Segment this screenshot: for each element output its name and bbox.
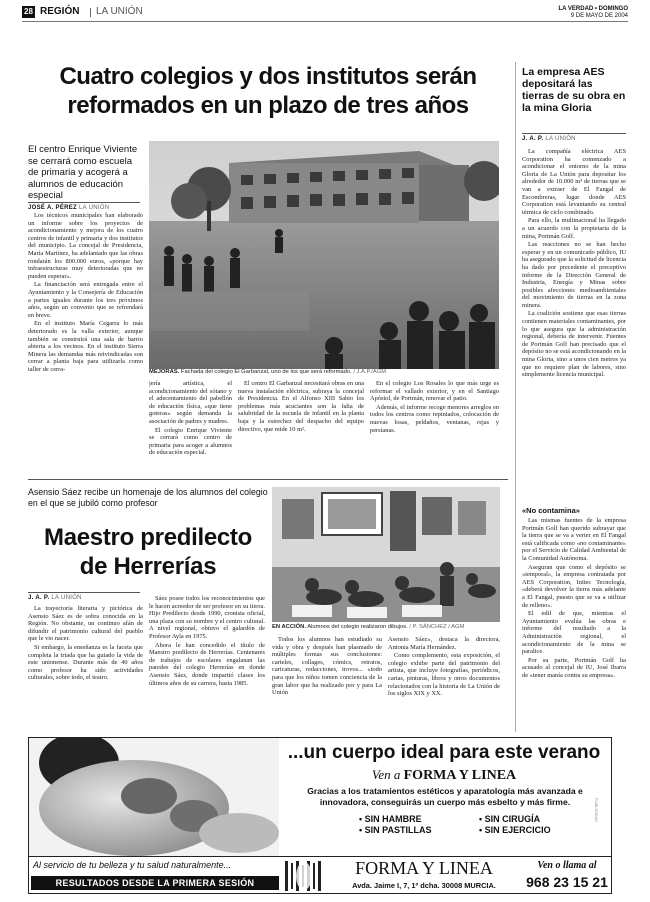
second-col3-paragraph: Todos los alumnos han estudiado su vida y obra y después han plasmado de múltiples formas sus conclusiones: carteles, collages, cómics, retratos, caricaturas, redacciones, trovos... «todo para que los niños tomen conciencia de la gran labor que ha realizado por y para La Unión <box>272 636 382 697</box>
second-byline-place: LA UNIÓN <box>51 595 82 601</box>
sidebar-byline-name: J. A. P. <box>522 136 544 142</box>
main-subhead: El centro Enrique Viviente se cerrará como escuela de primaria y acogerá a alumnos de educación especial <box>28 144 138 201</box>
sidebar-subheading: «No contamina» <box>522 506 580 515</box>
ad-bullet-no-surgery: • SIN CIRUGÍA <box>479 814 541 824</box>
ad-logo-figure-icon <box>283 859 325 893</box>
ad-description: Gracias a los tratamientos estéticos y aparatología más avanzada e innovadora, conseguirás un cuerpo más esbelto y más firme. <box>307 786 583 807</box>
main-photo-caption <box>149 369 499 376</box>
subsection-name: LA UNIÓN <box>96 6 143 17</box>
sidebar-divider <box>515 62 516 732</box>
article-separator <box>28 479 508 480</box>
sidebar-body <box>522 148 626 503</box>
ad-tagline: ...un cuerpo ideal para este verano <box>287 742 601 763</box>
second-col4-paragraph: Como complemento, esta exposición, el colegio exhibe parte del patrimonio del artista, que incluye fotografías, periódicos, cartas, pinturas, libros y otros documentos relacionados con la historia de La Unión de los siglos XIX y XX. <box>388 652 500 698</box>
second-photo-caption-text: Alumnos del colegio realizaron dibujos. <box>307 624 408 630</box>
second-byline <box>28 592 140 601</box>
school-facade-photo <box>149 141 499 369</box>
ad-bullets <box>359 814 579 836</box>
main-col1-paragraph: Los técnicos municipales han elaborado un informe sobre los proyectos de acondicionamiento y mejora de los cuatro centros de infantil y primaria y dos institutos del municipio. La concejal de Presidencia, María Martínez, ha adelantado que las obras rondarán los 800.000 euros, «porque hay infraestructuras muy deterioradas que no pueden esperar». <box>28 212 143 280</box>
ad-address: Avda. Jaime I, 7, 1º dcha. 30008 MURCIA. <box>352 881 496 890</box>
sidebar-byline-place: LA UNIÓN <box>545 136 576 142</box>
second-photo-caption-label: EN ACCIÓN. <box>272 624 306 630</box>
main-col1-paragraph: La financiación será entregada entre el Ayuntamiento y la Consejería de Educación a partes iguales durante los tres próximos años, según un convenio que se refrendará en breve. <box>28 281 143 319</box>
second-kicker: Asensio Sáez recibe un homenaje de los alumnos del colegio en el que se jubiló como profesor <box>28 487 268 508</box>
ad-brand-bottom: FORMA Y LINEA <box>355 858 493 878</box>
second-col4-paragraph: Asensio Sáez», destaca la directora, Antonia María Hernández. <box>388 636 500 651</box>
ad-service-line: Al servicio de tu belleza y tu salud naturalmente... <box>33 860 232 870</box>
ad-model-image <box>29 738 279 856</box>
ad-brand: FORMA Y LINEA <box>403 768 517 783</box>
page-header <box>22 6 628 20</box>
ad-model-photo <box>29 738 279 856</box>
ad-bullet-no-hunger: • SIN HAMBRE <box>359 814 422 824</box>
children-drawing-photo <box>272 487 500 622</box>
main-col1-paragraph: En el instituto María Cegarra lo más deteriorado es la valla exterior, aunque también se construirá una sala de barrio abierta a los vecinos. En el instituto Sierra Minera las demandas más reivindicadas son cerrar a planta baja para utilizarla como taller de cerra- <box>28 320 143 373</box>
page-number: 28 <box>24 7 33 16</box>
ad-results-line: RESULTADOS DESDE LA PRIMERA SESIÓN <box>31 876 279 890</box>
paper-name: LA VERDAD • DOMINGO <box>558 6 628 12</box>
header-rule <box>22 21 628 22</box>
sidebar-byline <box>522 133 626 142</box>
main-byline <box>28 202 140 211</box>
main-col3-paragraph: El centro El Garbanzal necesitará obras en una nueva instalación eléctrica, subraya la concejal de Presidencia. En el Alfonso XIII Sabio los problemas más acuciantes son la falta de salubridad de la escuela de infantil en la planta baja y la estrechez del despacho del equipo directivo, que mide 10 m². <box>238 380 364 433</box>
main-article-col2 <box>149 380 232 472</box>
main-article-col1 <box>28 212 143 470</box>
ad-ven-prefix: Ven a <box>371 767 401 782</box>
ad-bullet-no-pills: • SIN PASTILLAS <box>359 825 432 835</box>
main-photo-credit: / J.A.P./AGM <box>353 369 387 375</box>
main-photo-caption-text: Fachada del colegio El Garbanzal, uno de los que será reformado. <box>180 369 352 375</box>
advertisement[interactable] <box>28 737 612 894</box>
second-article-col4 <box>388 636 500 716</box>
main-col2-paragraph: El colegio Enrique Viviente se cerrará como centro de primaria para acoger a alumnos de educación especial. <box>149 426 232 457</box>
main-byline-place: LA UNIÓN <box>79 205 110 211</box>
ad-bullet-no-exercise: • SIN EJERCICIO <box>479 825 551 835</box>
ad-side-text: PUBLICIDAD <box>594 798 599 823</box>
second-article-col1 <box>28 605 143 715</box>
second-col2-paragraph: Ahora le han concedido el título de Maestro predilecto de Herrerías. Centenares de trabajos de escolares engalanan las paredes del colegio Herrerías en donde Asensio Sáez, donde impartió clases los últimos años de su carrera, hasta 1985. <box>149 641 265 687</box>
sidebar-headline: La empresa AES depositará las tierras de su obra en la mina Gloria <box>522 66 626 114</box>
sidebar-paragraph: Las reacciones no se han hecho esperar y en un comunicado público, IU ha asegurado que la solicitud de licencia ha dado por precedente el preceptivo informe de la Dirección General de Industria, Energía y Minas sobre posibles afecciones medioambientales del movimiento de tierras en la zona minera. <box>522 241 626 309</box>
sidebar-paragraph: Aseguran que como el depósito se «temporal», la empresa contratada por AES Corporation, Initec Tecnología, «deberá devolver la tierra más adelante a El Fangal, puesto que se va a utilizar de relleno». <box>522 563 626 609</box>
second-article-col2 <box>149 595 265 715</box>
ad-call-label: Ven o llama al <box>537 860 597 871</box>
children-drawing-image <box>272 487 500 622</box>
main-col4-paragraph: En el colegio Los Rosales lo que más urge es reformar el vallado exterior, y en el Santiago Apóstol, de Portmán, renovar el patio. <box>370 380 499 403</box>
school-facade-image <box>149 141 499 369</box>
sidebar-paragraph: La coalición sostiene que esas tierras contienen materiales contaminantes, por lo que asegura que la administración regional, debería de intervenir. Fuentes de Portmán Golf han precisado que el depósito no se está acondicionando en la mina Gloria, sino a unos cien metros ya que no requiere plan de labores, sino simplemente licencia municipal. <box>522 310 626 379</box>
section-divider <box>90 8 91 17</box>
second-col2-paragraph: Sáez posee todos los reconocimientos que le hacen acreedor de ser profesor en su tierra. Hijo Predilecto desde 1990, cronista oficial, una plaza con su nombre y el centro cultural. A nivel regional, obtuvo el galardón de Profesor Ayla en 1975. <box>149 595 265 640</box>
sidebar-paragraph: Por su parte, Portmán Golf ha acusado al concejal de IU, José Ibarra de «tener manía contra su empresa». <box>522 656 626 679</box>
second-photo-caption <box>272 624 500 631</box>
sidebar-paragraph: El edil de que, mientras el Ayuntamiento evalúa las obras e informe del resultado a la Administración regional, el acondicionamiento de la mina se paralice. <box>522 610 626 656</box>
ad-phone[interactable]: 968 23 15 21 <box>526 874 608 890</box>
main-col4-paragraph: Además, el informe recoge menores arreglos en todos los centros como repintados, colocación de nuevas losas, peldaños, ventanas, rejas y persianas. <box>370 403 499 434</box>
ad-ven-line <box>284 767 604 783</box>
ad-logo-icon <box>283 859 325 893</box>
main-article-col3 <box>238 380 364 472</box>
second-byline-name: J. A. P. <box>28 595 50 601</box>
section-name: REGIÓN <box>40 6 80 17</box>
sidebar-paragraph: Las mismas fuentes de la empresa Portmán Golf han querido subrayar que la tierra que se va a verter en El Fangal está calificada como «no contaminante» por el Servicio de Calidad Ambiental de la Comunidad Autónoma. <box>522 517 626 562</box>
main-photo-caption-label: MEJORAS. <box>149 369 180 375</box>
main-article-col4 <box>370 380 499 472</box>
issue-date: 9 DE MAYO DE 2004 <box>570 13 628 19</box>
second-photo-credit: / P. SÁNCHEZ / AGM <box>409 624 465 630</box>
sidebar-body-2 <box>522 517 626 730</box>
second-col1-paragraph: Si embargo, la enseñanza es la faceta que completa la triada que ha guiado la vida de este unionense. Durante más de 40 años como profesor ha sido actividades culturales, sobre todo, el teatro. <box>28 643 143 682</box>
main-col2-paragraph: jería artística, el acondicionamiento del sótano y el adecentamiento del pabellón de educación física, «que tiene goteras» según demanda la asociación de padres y madres. <box>149 380 232 425</box>
ad-bottom-band <box>29 856 612 894</box>
sidebar-paragraph: La compañía eléctrica AES Corporation ha comenzado a acondicionar el entorno de la mina Gloria de La Unión para depositar los alrededor de 10.000 m³ de tierras que se van a extraer de El Fangal de Escombreras, lugar donde AES Corporation está levantando su central térmica de ciclo combinado. <box>522 148 626 216</box>
second-article-col3 <box>272 636 382 716</box>
second-headline: Maestro predilecto de Herrerías <box>44 524 252 580</box>
main-headline: Cuatro colegios y dos institutos serán reformados en un plazo de tres años <box>59 63 477 119</box>
sidebar-paragraph: Para ello, la multinacional ha llegado a un acuerdo con la propietaria de la mina, Portmán Golf. <box>522 217 626 240</box>
second-col1-paragraph: La trayectoria literaria y pictórica de Asensio Sáez es de sobra conocida en la Región. No obstante, un continuo afán de difundir el patrimonio cultural del pueblo que le vio nacer. <box>28 605 143 643</box>
main-byline-name: JOSÉ A. PÉREZ <box>28 205 78 211</box>
